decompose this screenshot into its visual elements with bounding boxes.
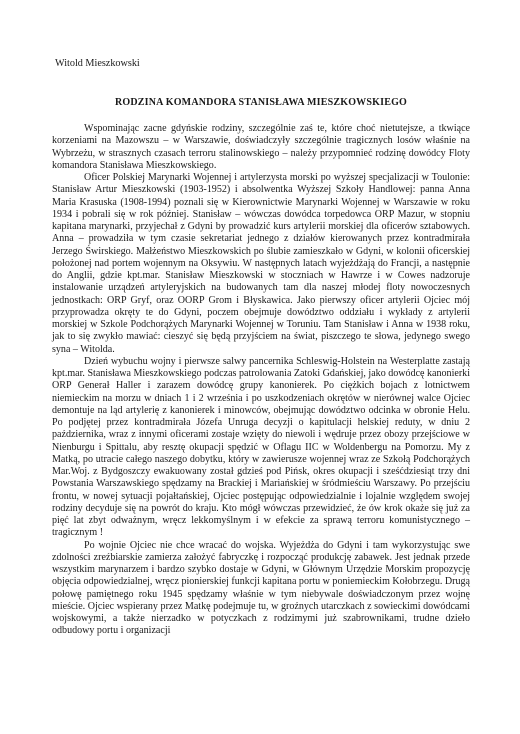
document-title: RODZINA KOMANDORA STANISŁAWA MIESZKOWSKIEGO	[114, 97, 408, 108]
paragraph: Oficer Polskiej Marynarki Wojennej i artylerzysta morski po wyższej specjalizacji w Toulonie: Stanisław Artur Mieszkowski (1903-1952) i absolwentka Wyższej Szkoły Handlowej: panna Anna Maria Krasuska (1908-1994) poznali się w Kierownictwie Marynarki Wojennej w Warszawie w roku 1934 i pobrali się w rok później. Stanisław – wówczas dowódca torpedowca ORP Mazur, w stopniu kapitana marynarki, przyjechał z Gdyni by prowadzić kurs artylerii morskiej dla oficerów sztabowych. Anna – prowadziła w tym czasie sekretariat jednego z działów kierowanych przez kontradmirała Jerzego Świrskiego. Małżeństwo Mieszkowskich po ślubie zamieszkało w Gdyni, w kolonii oficerskiej położonej nad portem wojennym na Oksywiu. W następnych latach wyjeżdżają do Francji, a następnie do Anglii, gdzie kpt.mar. Stanisław Mieszkowski w stoczniach w Hawrze i w Cowes nadzoruje instalowanie urządzeń artyleryjskich na budowanych tam dla naszej młodej floty nowoczesnych jednostkach: ORP Gryf, oraz OORP Grom i Błyskawica. Jako pierwszy oficer artylerii Ojciec mój przyprowadza okręty te do Gdyni, poczem obejmuje dowództwo oddziału i wykłady z artylerii morskiej w Szkole Podchorążych Marynarki Wojennej w Toruniu. Tam Stanisław i Anna w 1938 roku, jak to się zwykło mawiać: cieszyć się będą przyjściem na świat, piszczego te słowa, jedynego swego syna – Witolda.	[52, 172, 470, 355]
paragraph: Po wojnie Ojciec nie chce wracać do wojska. Wyjeżdża do Gdyni i tam wykorzystując swe zdolności zreźbiarskie zamierza założyć fabryczkę i rozpocząć produkcję zabawek. Jest jednak przede wszystkim marynarzem i bardzo szybko dostaje w Gdyni, w Głównym Urzędzie Morskim propozycję objęcia odpowiedzialnej, wręcz pionierskiej funkcji kapitana portu w poniemieckim Kołobrzegu. Drugą połowę pamiętnego roku 1945 spędzamy właśnie w tym niebywale doświadczonym przez wojnę mieście. Ojciec wspierany przez Matkę podejmuje tu, w groźnych utarczkach z sowieckimi dowódcami wojskowymi, a także nierzadko w potyczkach z rodzimymi już szabrownikami, trudne dzieło odbudowy portu i organizacji	[52, 539, 470, 637]
paragraph: Wspominając zacne gdyńskie rodziny, szczególnie zaś te, które choć nietutejsze, a tkwiące korzeniami na Mazowszu – w Warszawie, doświadczyły szczególnie tragicznych losów właśnie na Wybrzeżu, w strasznych czasach terroru stalinowskiego – należy przypomnieć rodzinę dowódcy Floty komandora Stanisława Mieszkowskiego.	[52, 123, 470, 171]
document-body	[52, 123, 470, 638]
paragraph: Dzień wybuchu wojny i pierwsze salwy pancernika Schleswig-Holstein na Westerplatte zastają kpt.mar. Stanisława Mieszkowskiego podczas patrolowania Zatoki Gdańskiej, jako dowódcę kanonierki ORP Generał Haller i zarazem dowódcę grupy kanonierek. Po ciężkich bojach z lotnictwem niemieckim na morzu w dniach 1 i 2 września i po uszkodzeniach okrętów w nierównej walce Ojciec demontuje na ląd artylerię z kanonierek i minowców, obejmując dowództwo odcinka w obronie Helu. Po podjętej przez kontradmirała Józefa Unruga decyzji o kapitulacji helskiej reduty, w dniu 2 października, wraz z innymi oficerami zostaje wzięty do niewoli i wędruje przez obozy przejściowe w Nienburgu i Spittalu, aby resztę okupacji spędzić w Oflagu IIC w Woldenbergu na Pomorzu. My z Matką, po utracie całego naszego dobytku, który w zawierusze wojennej wraz ze Szkołą Podchorążych Mar.Woj. z Bydgoszczy ewakuowany został gdzieś pod Pińsk, okres okupacji i sześćdziesiąt trzy dni Powstania Warszawskiego spędzamy na Brackiej i Mariańskiej w śródmieściu Warszawy. Po przejściu frontu, w nowej sytuacji pojałtańskiej, Ojciec postępując odpowiedzialnie i lojalnie względem swojej rodziny decyduje się na powrót do kraju. Kto mógł wówczas przewidzieć, że ów krok okaże się już za pięć lat zbyt odważnym, wręcz lekkomyślnym i w efekcie za sprawą terroru komunistycznego – tragicznym !	[52, 355, 470, 539]
author-name: Witold Mieszkowski	[55, 58, 140, 69]
